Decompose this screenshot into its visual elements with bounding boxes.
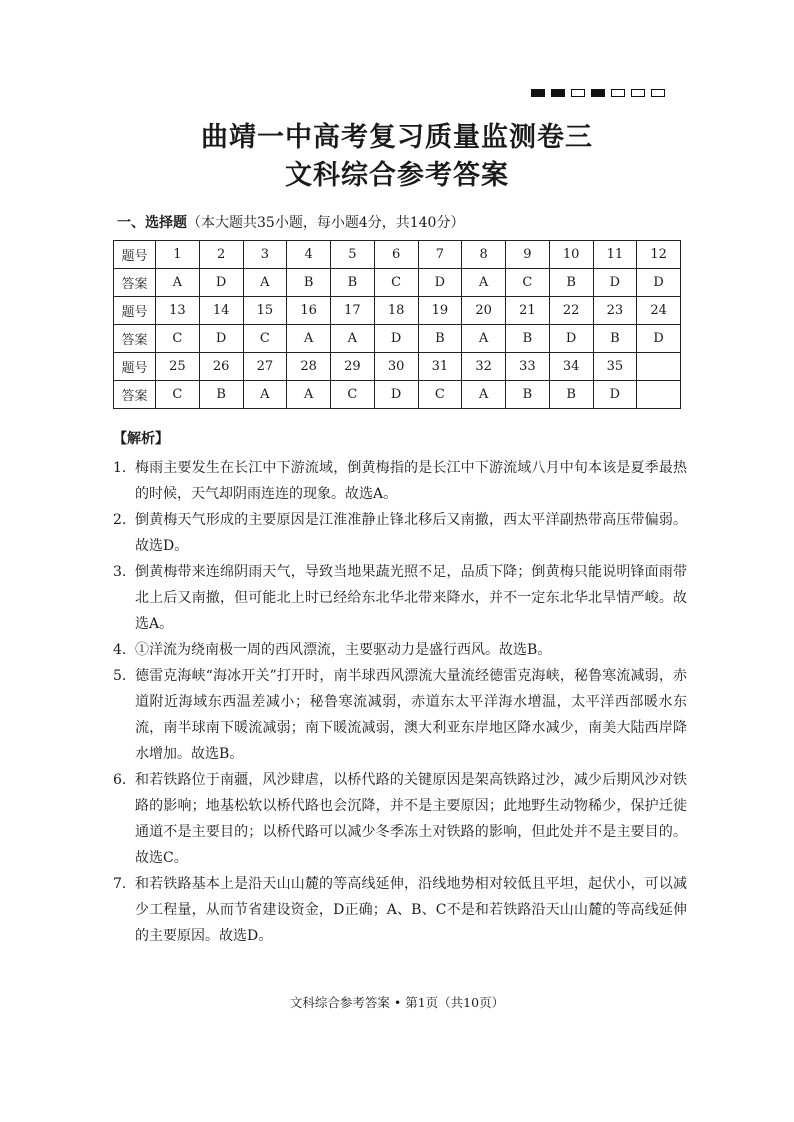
list-item [113,871,687,949]
table-cell: D [418,269,462,297]
item-text: 德雷克海峡“海冰开关”打开时，南半球西风漂流大量流经德雷克海峡，秘鲁寒流减弱，赤道附近海域东西温差减小；秘鲁寒流减弱，赤道东太平洋海水增温，太平洋西部暖水东流，南半球南下暖流减弱；南下暖流减弱，澳大利亚东岸地区降水减少，南美大陆西岸降水增加。故选B。 [135,668,687,762]
table-cell: 26 [199,353,243,381]
table-cell: 2 [199,241,243,269]
table-cell: 25 [156,353,200,381]
filled-square-icon [591,89,605,97]
table-cell: D [199,325,243,353]
table-cell: A [462,325,506,353]
list-item [113,559,687,637]
table-cell: A [243,381,287,409]
item-text: 梅雨主要发生在长江中下游流域，倒黄梅指的是长江中下游流域八月中旬本该是夏季最热的时候，天气却阴雨连连的现象。故选A。 [135,460,687,502]
table-cell: 17 [331,297,375,325]
table-cell: B [549,269,593,297]
filled-square-icon [551,89,565,97]
table-cell: C [506,269,550,297]
table-cell: D [637,269,681,297]
table-cell: 27 [243,353,287,381]
table-cell: D [199,269,243,297]
filled-square-icon [531,89,545,97]
table-cell: B [199,381,243,409]
table-cell: 9 [506,241,550,269]
table-cell: B [506,325,550,353]
row-label-cell: 题号 [114,241,156,269]
section-note: （本大题共35小题，每小题4分，共140分） [187,215,465,231]
list-item [113,455,687,507]
item-text: 和若铁路基本上是沿天山山麓的等高线延伸，沿线地势相对较低且平坦，起伏小，可以减少工程量，从而节省建设资金，D正确；A、B、C不是和若铁路沿天山山麓的等高线延伸的主要原因。故选D。 [135,876,687,944]
table-cell: D [593,269,637,297]
table-row [114,297,681,325]
table-cell: 16 [287,297,331,325]
item-number: 2. [113,512,127,528]
analysis-list [113,455,687,949]
item-number: 7. [113,876,127,892]
item-text: 倒黄梅天气形成的主要原因是江淮准静止锋北移后又南撤，西太平洋副热带高压带偏弱。故选D。 [135,512,687,554]
table-cell: C [418,381,462,409]
table-cell: 11 [593,241,637,269]
answer-table [113,240,681,409]
item-number: 6. [113,772,127,788]
list-item [113,637,687,663]
table-cell: B [593,325,637,353]
page-indicator [531,89,665,97]
table-cell [637,381,681,409]
section-title: 一、选择题 [117,215,187,231]
table-cell: A [156,269,200,297]
row-label-cell: 题号 [114,353,156,381]
table-cell [637,353,681,381]
table-cell: 15 [243,297,287,325]
empty-square-icon [651,89,665,97]
table-row [114,269,681,297]
item-number: 4. [113,642,127,658]
table-cell: D [374,325,418,353]
table-cell: 4 [287,241,331,269]
table-cell: A [331,325,375,353]
table-cell: D [593,381,637,409]
table-cell: B [549,381,593,409]
table-cell: 28 [287,353,331,381]
item-text: ①洋流为绕南极一周的西风漂流，主要驱动力是盛行西风。故选B。 [135,642,552,658]
table-cell: 29 [331,353,375,381]
page-subtitle: 文科综合参考答案 [285,160,509,191]
table-cell: 8 [462,241,506,269]
table-cell: D [637,325,681,353]
table-cell: 22 [549,297,593,325]
item-number: 3. [113,564,127,580]
table-cell: 12 [637,241,681,269]
table-cell: 32 [462,353,506,381]
table-row [114,353,681,381]
item-text: 和若铁路位于南疆，风沙肆虐，以桥代路的关键原因是架高铁路过沙，减少后期风沙对铁路的影响；地基松软以桥代路也会沉降，并不是主要原因；此地野生动物稀少，保护迁徙通道不是主要目的；以桥代路可以减少冬季冻土对铁路的影响，但此处并不是主要目的。故选C。 [135,772,687,866]
empty-square-icon [631,89,645,97]
table-cell: 19 [418,297,462,325]
item-number: 1. [113,460,127,476]
table-cell: 35 [593,353,637,381]
table-cell: 7 [418,241,462,269]
table-row [114,241,681,269]
list-item [113,507,687,559]
table-cell: 30 [374,353,418,381]
table-cell: 34 [549,353,593,381]
table-row [114,381,681,409]
table-cell: 23 [593,297,637,325]
row-label-cell: 题号 [114,297,156,325]
table-cell: 20 [462,297,506,325]
table-cell: C [156,325,200,353]
table-cell: 1 [156,241,200,269]
table-cell: 21 [506,297,550,325]
table-cell: C [374,269,418,297]
table-cell: B [287,269,331,297]
analysis-heading: 【解析】 [113,431,169,447]
empty-square-icon [571,89,585,97]
table-cell: D [549,325,593,353]
table-cell: D [374,381,418,409]
table-cell: A [287,381,331,409]
table-cell: C [243,325,287,353]
item-number: 5. [113,668,127,684]
page-title: 曲靖一中高考复习质量监测卷三 [201,122,593,153]
table-cell: 18 [374,297,418,325]
page-footer: 文科综合参考答案 • 第1页（共10页） [289,995,505,1010]
table-cell: B [506,381,550,409]
table-cell: C [331,381,375,409]
section-heading [117,212,464,232]
table-cell: 31 [418,353,462,381]
empty-square-icon [611,89,625,97]
table-cell: A [462,381,506,409]
row-label-cell: 答案 [114,269,156,297]
table-cell: 3 [243,241,287,269]
table-cell: B [418,325,462,353]
row-label-cell: 答案 [114,381,156,409]
table-cell: 10 [549,241,593,269]
list-item [113,663,687,767]
table-cell: A [243,269,287,297]
table-cell: 6 [374,241,418,269]
table-cell: 14 [199,297,243,325]
table-cell: A [287,325,331,353]
table-cell: 24 [637,297,681,325]
table-cell: 5 [331,241,375,269]
table-cell: C [156,381,200,409]
row-label-cell: 答案 [114,325,156,353]
table-cell: 33 [506,353,550,381]
list-item [113,767,687,871]
table-cell: A [462,269,506,297]
table-row [114,325,681,353]
item-text: 倒黄梅带来连绵阴雨天气，导致当地果蔬光照不足，品质下降；倒黄梅只能说明锋面雨带北上后又南撤，但可能北上时已经给东北华北带来降水，并不一定东北华北旱情严峻。故选A。 [135,564,687,632]
table-cell: 13 [156,297,200,325]
table-cell: B [331,269,375,297]
